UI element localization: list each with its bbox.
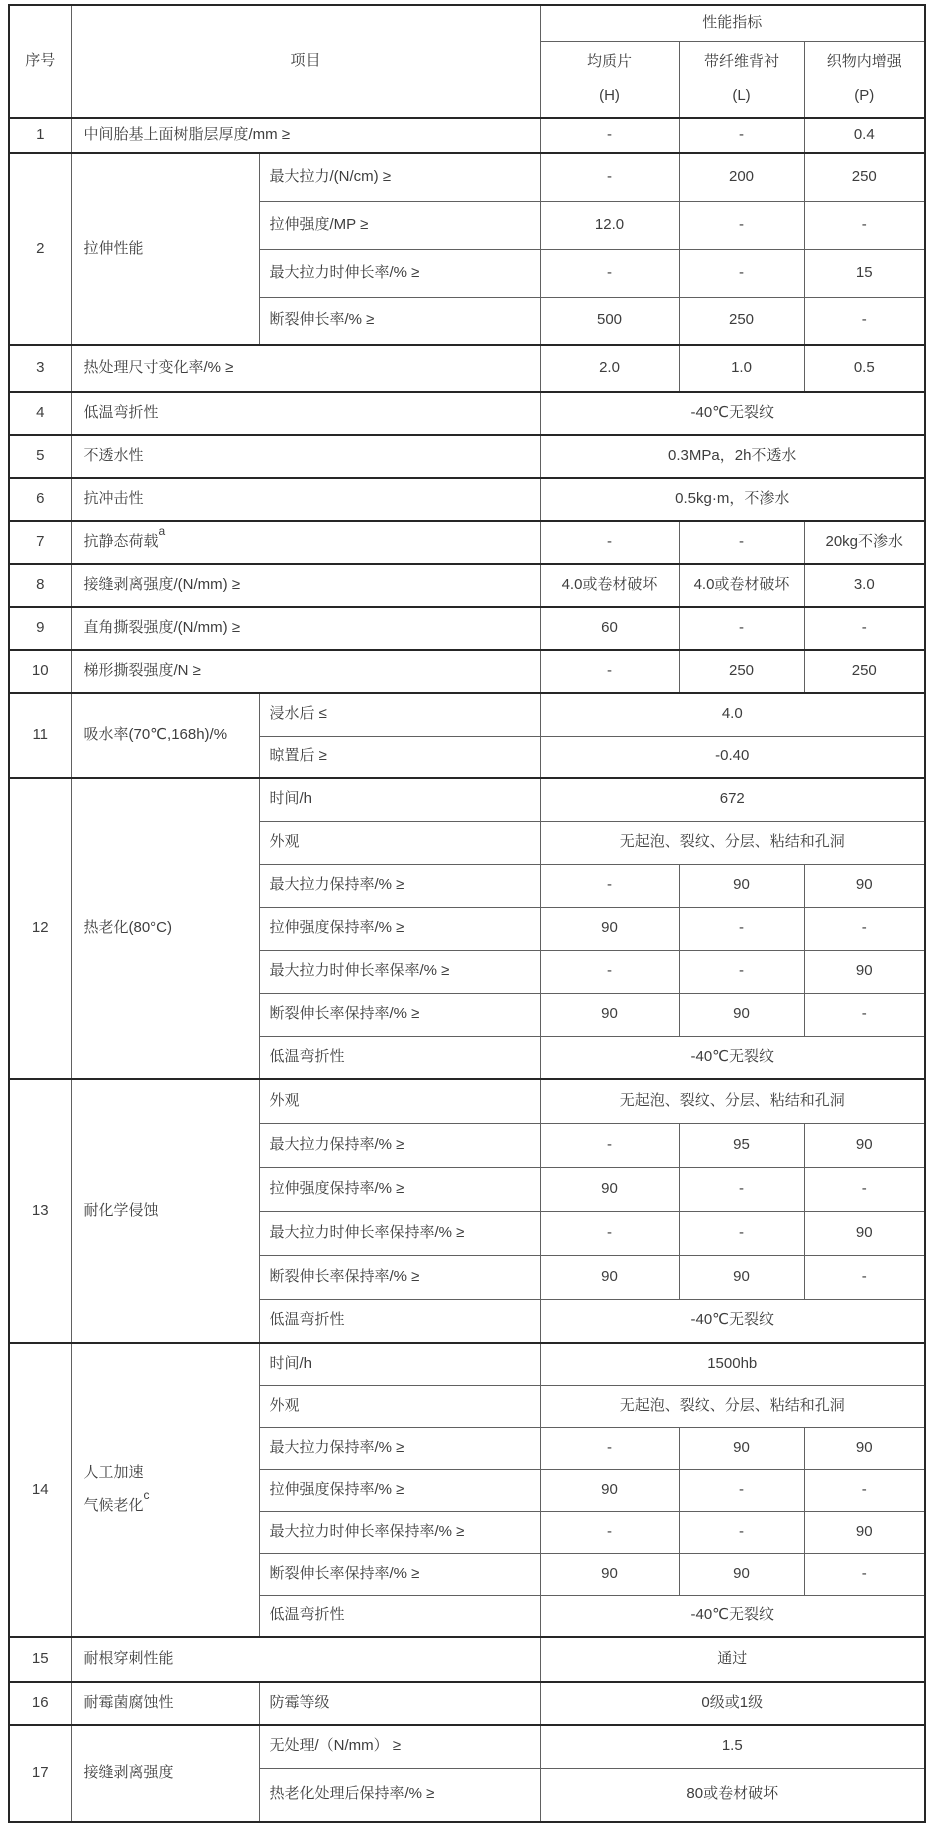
row-6 — [9, 478, 925, 521]
val-l: - — [679, 907, 804, 950]
row-no: 2 — [9, 153, 71, 345]
val-h: - — [540, 864, 679, 907]
val-span: -0.40 — [540, 736, 925, 778]
val-p: - — [804, 607, 925, 650]
sub-label: 低温弯折性 — [259, 1036, 540, 1079]
row-no: 13 — [9, 1079, 71, 1343]
val-l: - — [679, 1469, 804, 1511]
val-h: - — [540, 249, 679, 297]
val-l: 4.0或卷材破坏 — [679, 564, 804, 607]
row-label: 耐霉菌腐蚀性 — [71, 1682, 259, 1725]
val-span: 80或卷材破坏 — [540, 1768, 925, 1822]
row-no: 1 — [9, 118, 71, 153]
row-16 — [9, 1682, 925, 1725]
header-col-h — [540, 41, 679, 118]
row-label: 热处理尺寸变化率/% ≥ — [71, 345, 540, 392]
col-code: (L) — [732, 87, 751, 105]
val-h: 90 — [540, 1469, 679, 1511]
val-span: 1.5 — [540, 1725, 925, 1768]
row-12-sub-1 — [9, 778, 925, 821]
val-p: 90 — [804, 950, 925, 993]
header-item: 项目 — [71, 5, 540, 118]
row-label: 耐根穿刺性能 — [71, 1637, 540, 1682]
val-h: - — [540, 1511, 679, 1553]
row-label: 接缝剥离强度/(N/mm) ≥ — [71, 564, 540, 607]
header-col-p — [804, 41, 925, 118]
val-h: - — [540, 650, 679, 693]
col-title: 带纤维背衬 — [703, 52, 779, 70]
row-label: 吸水率(70℃,168h)/% — [71, 693, 259, 778]
val-span: 4.0 — [540, 693, 925, 736]
val-l: 90 — [679, 864, 804, 907]
row-1 — [9, 118, 925, 153]
col-title: 织物内增强 — [826, 52, 902, 70]
row-13-sub-1 — [9, 1079, 925, 1123]
row-2-sub-1 — [9, 153, 925, 201]
val-span: -40℃无裂纹 — [540, 1036, 925, 1079]
header-performance: 性能指标 — [540, 5, 925, 41]
val-l: 90 — [679, 993, 804, 1036]
val-h: 90 — [540, 907, 679, 950]
row-label-line1: 人工加速 — [83, 1464, 144, 1482]
val-l: - — [679, 118, 804, 153]
row-label-line2: 气候老化$^c$ — [83, 1488, 150, 1514]
val-p: - — [804, 907, 925, 950]
val-h: - — [540, 1123, 679, 1167]
val-p: 90 — [804, 864, 925, 907]
sub-label: 晾置后 ≥ — [259, 736, 540, 778]
sub-label: 外观 — [259, 1385, 540, 1427]
row-label: 抗冲击性 — [71, 478, 540, 521]
val-h: 90 — [540, 1553, 679, 1595]
sub-label: 断裂伸长率保持率/% ≥ — [259, 1553, 540, 1595]
val-span: -40℃无裂纹 — [540, 1595, 925, 1637]
row-no: 5 — [9, 435, 71, 478]
val-l: 200 — [679, 153, 804, 201]
val-h: 60 — [540, 607, 679, 650]
sub-label: 最大拉力保持率/% ≥ — [259, 1123, 540, 1167]
val-h: 4.0或卷材破坏 — [540, 564, 679, 607]
sub-label: 断裂伸长率保持率/% ≥ — [259, 1255, 540, 1299]
val-l: - — [679, 249, 804, 297]
row-no: 17 — [9, 1725, 71, 1822]
header-row-top — [9, 5, 925, 41]
val-h: - — [540, 521, 679, 564]
val-h: 12.0 — [540, 201, 679, 249]
performance-table — [8, 4, 926, 1823]
sub-label: 外观 — [259, 821, 540, 864]
sub-label: 拉伸强度/MP ≥ — [259, 201, 540, 249]
sub-label: 低温弯折性 — [259, 1595, 540, 1637]
sub-label: 最大拉力保持率/% ≥ — [259, 864, 540, 907]
sub-label: 最大拉力时伸长率/% ≥ — [259, 249, 540, 297]
row-no: 11 — [9, 693, 71, 778]
val-p: 250 — [804, 153, 925, 201]
row-no: 9 — [9, 607, 71, 650]
val-p: 90 — [804, 1511, 925, 1553]
val-l: 90 — [679, 1255, 804, 1299]
val-p: 90 — [804, 1211, 925, 1255]
val-l: - — [679, 1167, 804, 1211]
row-label: 直角撕裂强度/(N/mm) ≥ — [71, 607, 540, 650]
sub-label: 最大拉力时伸长率保持率/% ≥ — [259, 1511, 540, 1553]
row-label: 低温弯折性 — [71, 392, 540, 435]
val-p: 15 — [804, 249, 925, 297]
val-span: 0.5kg·m，不渗水 — [540, 478, 925, 521]
row-7 — [9, 521, 925, 564]
val-span: 通过 — [540, 1637, 925, 1682]
val-p: 3.0 — [804, 564, 925, 607]
row-17-sub-1 — [9, 1725, 925, 1768]
val-p: - — [804, 993, 925, 1036]
row-3 — [9, 345, 925, 392]
val-span: 无起泡、裂纹、分层、粘结和孔洞 — [540, 1079, 925, 1123]
row-no: 12 — [9, 778, 71, 1079]
header-col-l — [679, 41, 804, 118]
row-label — [71, 521, 540, 564]
val-p: - — [804, 1255, 925, 1299]
val-h: - — [540, 950, 679, 993]
sub-label: 外观 — [259, 1079, 540, 1123]
sub-label: 时间/h — [259, 778, 540, 821]
val-p: - — [804, 297, 925, 345]
row-10 — [9, 650, 925, 693]
row-14-sub-1 — [9, 1343, 925, 1385]
sub-label: 断裂伸长率保持率/% ≥ — [259, 993, 540, 1036]
val-h: - — [540, 118, 679, 153]
val-p: 250 — [804, 650, 925, 693]
val-h: - — [540, 1427, 679, 1469]
row-no: 15 — [9, 1637, 71, 1682]
col-code: (H) — [599, 87, 620, 105]
val-l: 95 — [679, 1123, 804, 1167]
val-l: - — [679, 950, 804, 993]
val-l: 250 — [679, 297, 804, 345]
row-no: 14 — [9, 1343, 71, 1637]
val-p: 0.5 — [804, 345, 925, 392]
val-p: - — [804, 201, 925, 249]
val-h: 90 — [540, 1255, 679, 1299]
val-l: 1.0 — [679, 345, 804, 392]
row-15 — [9, 1637, 925, 1682]
row-no: 8 — [9, 564, 71, 607]
val-l: 90 — [679, 1427, 804, 1469]
row-label-text: 抗静态荷载 — [83, 533, 159, 551]
row-4 — [9, 392, 925, 435]
val-l: 90 — [679, 1553, 804, 1595]
sub-label: 拉伸强度保持率/% ≥ — [259, 1167, 540, 1211]
sub-label: 无处理/（N/mm） ≥ — [259, 1725, 540, 1768]
sub-label: 低温弯折性 — [259, 1299, 540, 1343]
val-span: 0级或1级 — [540, 1682, 925, 1725]
val-span: 无起泡、裂纹、分层、粘结和孔洞 — [540, 1385, 925, 1427]
val-l: - — [679, 201, 804, 249]
val-h: 90 — [540, 1167, 679, 1211]
val-span: -40℃无裂纹 — [540, 1299, 925, 1343]
sub-label: 防霉等级 — [259, 1682, 540, 1725]
row-label: 拉伸性能 — [71, 153, 259, 345]
val-l: - — [679, 1511, 804, 1553]
val-l: - — [679, 1211, 804, 1255]
row-9 — [9, 607, 925, 650]
footnote-sup: c — [143, 1488, 150, 1502]
sub-label: 最大拉力时伸长率保率/% ≥ — [259, 950, 540, 993]
val-span: 0.3MPa，2h不透水 — [540, 435, 925, 478]
header-seq: 序号 — [9, 5, 71, 118]
sub-label: 热老化处理后保持率/% ≥ — [259, 1768, 540, 1822]
row-label: 接缝剥离强度 — [71, 1725, 259, 1822]
val-l: - — [679, 521, 804, 564]
col-title: 均质片 — [586, 52, 632, 70]
val-h: - — [540, 1211, 679, 1255]
sub-label: 拉伸强度保持率/% ≥ — [259, 907, 540, 950]
val-p: 90 — [804, 1427, 925, 1469]
val-span: 672 — [540, 778, 925, 821]
row-no: 3 — [9, 345, 71, 392]
sub-label: 浸水后 ≤ — [259, 693, 540, 736]
val-p: - — [804, 1553, 925, 1595]
row-label: 不透水性 — [71, 435, 540, 478]
col-code: (P) — [854, 87, 875, 105]
val-p: 90 — [804, 1123, 925, 1167]
row-11-sub-1 — [9, 693, 925, 736]
row-no: 6 — [9, 478, 71, 521]
val-h: 90 — [540, 993, 679, 1036]
row-no: 10 — [9, 650, 71, 693]
footnote-sup: a — [158, 524, 166, 539]
val-h: 500 — [540, 297, 679, 345]
row-5 — [9, 435, 925, 478]
val-span: -40℃无裂纹 — [540, 392, 925, 435]
sub-label: 断裂伸长率/% ≥ — [259, 297, 540, 345]
row-label: 中间胎基上面树脂层厚度/mm ≥ — [71, 118, 540, 153]
row-label: 热老化(80°C) — [71, 778, 259, 1079]
val-p: 20kg不渗水 — [804, 521, 925, 564]
sub-label: 最大拉力时伸长率保持率/% ≥ — [259, 1211, 540, 1255]
row-label: 耐化学侵蚀 — [71, 1079, 259, 1343]
val-l: 250 — [679, 650, 804, 693]
row-8 — [9, 564, 925, 607]
sub-label: 最大拉力保持率/% ≥ — [259, 1427, 540, 1469]
val-span: 无起泡、裂纹、分层、粘结和孔洞 — [540, 821, 925, 864]
sub-label: 最大拉力/(N/cm) ≥ — [259, 153, 540, 201]
val-l: - — [679, 607, 804, 650]
row-no: 7 — [9, 521, 71, 564]
sub-label: 拉伸强度保持率/% ≥ — [259, 1469, 540, 1511]
val-p: - — [804, 1167, 925, 1211]
val-span: 1500hb — [540, 1343, 925, 1385]
val-p: - — [804, 1469, 925, 1511]
sub-label: 时间/h — [259, 1343, 540, 1385]
val-p: 0.4 — [804, 118, 925, 153]
row-no: 4 — [9, 392, 71, 435]
val-h: 2.0 — [540, 345, 679, 392]
row-label — [71, 1343, 259, 1637]
val-h: - — [540, 153, 679, 201]
row-no: 16 — [9, 1682, 71, 1725]
row-label: 梯形撕裂强度/N ≥ — [71, 650, 540, 693]
